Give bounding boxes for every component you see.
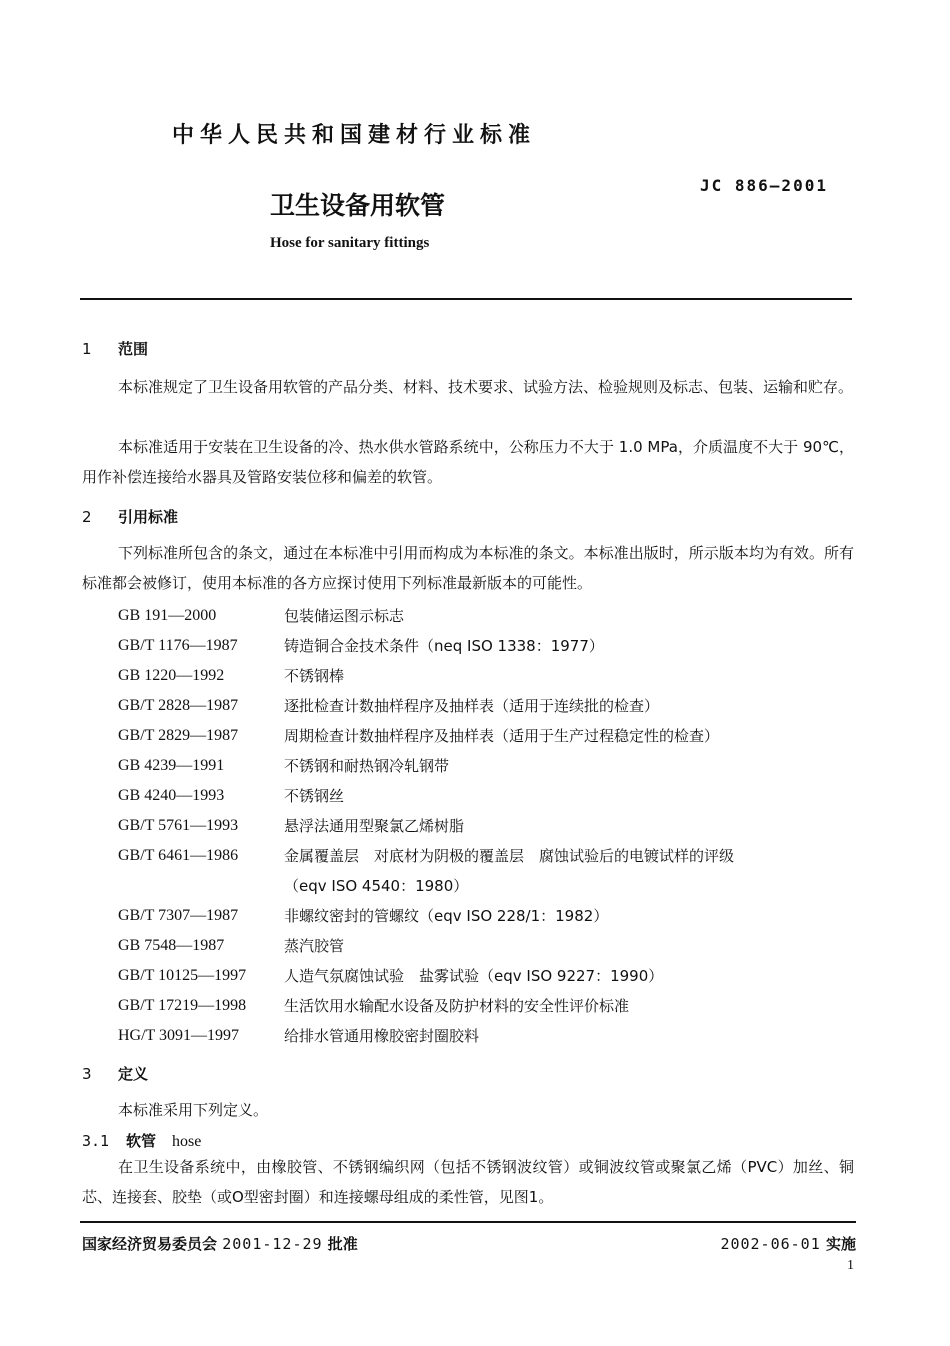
section-2-title: 引用标准	[118, 508, 179, 526]
reference-title: 逐批检查计数抽样程序及抽样表（适用于连续批的检查）	[284, 697, 660, 715]
reference-code: GB/T 1176—1987	[118, 637, 238, 654]
reference-row	[118, 601, 844, 631]
approval-label: 批准	[327, 1235, 358, 1253]
reference-row	[118, 751, 844, 781]
reference-row	[118, 991, 844, 1021]
reference-title: 蒸汽胶管	[284, 937, 345, 955]
reference-row	[118, 871, 844, 901]
reference-code: GB/T 7307—1987	[118, 907, 239, 924]
reference-title: 人造气氛腐蚀试验 盐雾试验（eqv ISO 9227：1990）	[284, 967, 664, 985]
reference-code: GB/T 10125—1997	[118, 967, 247, 984]
reference-row	[118, 1021, 844, 1051]
section-3-heading	[82, 1063, 148, 1084]
section-2-paragraph-1: 下列标准所包含的条文，通过在本标准中引用而构成为本标准的条文。本标准出版时，所示版本均为有效。所有标准都会被修订，使用本标准的各方应探讨使用下列标准最新版本的可能性。	[82, 544, 854, 592]
reference-code: GB 191—2000	[118, 607, 217, 624]
reference-title: 非螺纹密封的管螺纹（eqv ISO 228/1：1982）	[284, 907, 609, 925]
reference-row	[118, 961, 844, 991]
reference-title: 铸造铜合金技术条件（neq ISO 1338：1977）	[284, 637, 604, 655]
section-3-title: 定义	[118, 1065, 149, 1083]
section-3-1-title-en: hose	[172, 1133, 202, 1150]
reference-title: 不锈钢棒	[284, 667, 345, 685]
reference-title: 金属覆盖层 对底材为阴极的覆盖层 腐蚀试验后的电镀试样的评级	[284, 847, 735, 865]
standard-code: JC 886—2001	[700, 176, 828, 195]
reference-title: 给排水管通用橡胶密封圈胶料	[284, 1027, 480, 1045]
reference-title: 包装储运图示标志	[284, 607, 405, 625]
footer-divider	[80, 1221, 856, 1223]
section-3-1-paragraph: 在卫生设备系统中，由橡胶管、不锈钢编织网（包括不锈钢波纹管）或铜波纹管或聚氯乙烯（PVC）加丝、铜芯、连接套、胶垫（或O型密封圈）和连接螺母组成的柔性管，见图1。	[82, 1158, 854, 1206]
document-title-cn: 卫生设备用软管	[270, 191, 446, 220]
section-1-paragraph-1: 本标准规定了卫生设备用软管的产品分类、材料、技术要求、试验方法、检验规则及标志、包装、运输和贮存。	[118, 378, 854, 396]
page-number: 1	[847, 1258, 854, 1273]
reference-title: 不锈钢和耐热钢冷轧钢带	[284, 757, 450, 775]
reference-row	[118, 661, 844, 691]
effective-label: 实施	[825, 1235, 856, 1253]
section-3-1-title: 软管	[126, 1132, 157, 1150]
reference-row	[118, 721, 844, 751]
section-3-number: 3	[82, 1065, 92, 1083]
reference-title: 生活饮用水输配水设备及防护材料的安全性评价标准	[284, 997, 630, 1015]
document-title-en: Hose for sanitary fittings	[270, 235, 430, 251]
reference-code: GB/T 17219—1998	[118, 997, 247, 1014]
reference-list	[118, 601, 844, 1051]
reference-code: GB/T 2828—1987	[118, 697, 239, 714]
approval-line	[82, 1233, 358, 1254]
section-2-heading	[82, 506, 178, 527]
reference-row	[118, 691, 844, 721]
section-3-paragraph-1: 本标准采用下列定义。	[118, 1101, 269, 1119]
reference-row	[118, 901, 844, 931]
section-3-1-number: 3.1	[82, 1132, 110, 1150]
reference-title: 周期检查计数抽样程序及抽样表（适用于生产过程稳定性的检查）	[284, 727, 720, 745]
effective-date: 2002-06-01	[720, 1235, 821, 1253]
reference-code: GB 1220—1992	[118, 667, 225, 684]
reference-code: GB/T 2829—1987	[118, 727, 239, 744]
reference-row	[118, 781, 844, 811]
standard-organization: 中华人民共和国建材行业标准	[172, 123, 537, 148]
reference-code: GB 7548—1987	[118, 937, 225, 954]
reference-code	[118, 871, 284, 901]
reference-code: HG/T 3091—1997	[118, 1027, 240, 1044]
reference-row	[118, 631, 844, 661]
approval-date: 2001-12-29	[222, 1235, 323, 1253]
reference-code: GB 4240—1993	[118, 787, 225, 804]
section-1-heading	[82, 338, 148, 359]
approval-org: 国家经济贸易委员会	[82, 1235, 218, 1253]
section-1-number: 1	[82, 340, 92, 358]
reference-code: GB 4239—1991	[118, 757, 225, 774]
header-divider	[80, 298, 852, 300]
reference-code: GB/T 5761—1993	[118, 817, 239, 834]
effective-line	[720, 1233, 856, 1254]
section-2-number: 2	[82, 508, 92, 526]
reference-row	[118, 931, 844, 961]
reference-row	[118, 811, 844, 841]
reference-title: 悬浮法通用型聚氯乙烯树脂	[284, 817, 465, 835]
section-3-1-heading	[82, 1130, 201, 1151]
reference-title: 不锈钢丝	[284, 787, 345, 805]
reference-row	[118, 841, 844, 871]
reference-title: （eqv ISO 4540：1980）	[284, 877, 469, 895]
section-1-title: 范围	[118, 340, 149, 358]
reference-code: GB/T 6461—1986	[118, 847, 239, 864]
section-1-paragraph-2: 本标准适用于安装在卫生设备的冷、热水供水管路系统中，公称压力不大于 1.0 MPa，介质温度不大于 90℃，用作补偿连接给水器具及管路安装位移和偏差的软管。	[82, 438, 854, 486]
